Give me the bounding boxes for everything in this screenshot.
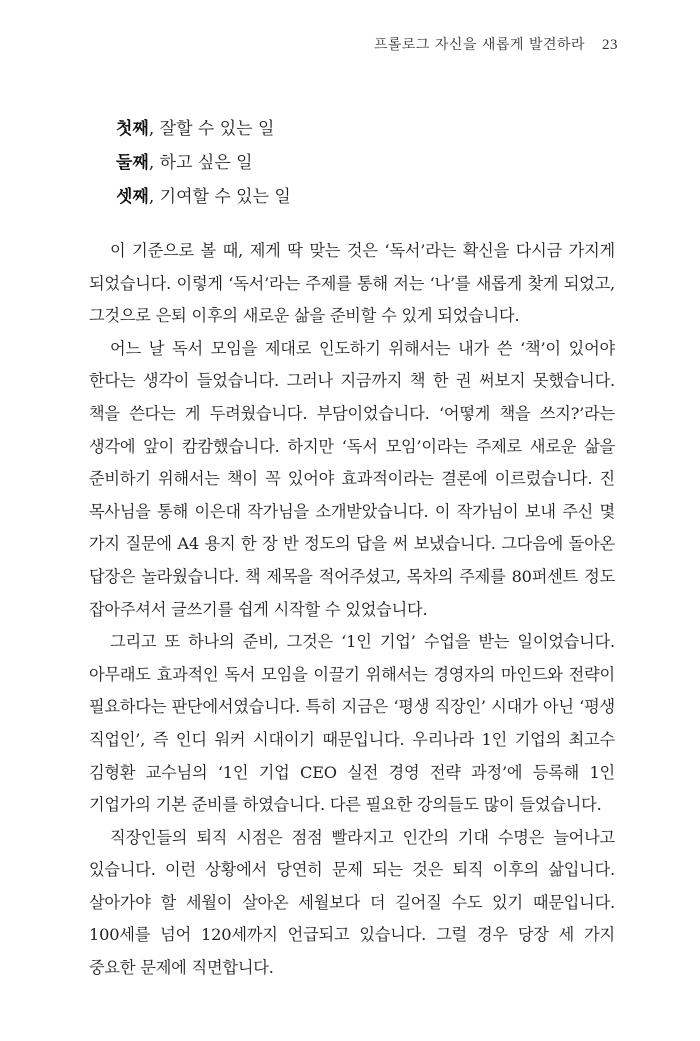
list-item xyxy=(116,112,596,146)
running-header xyxy=(374,34,618,54)
list-item-lead: 셋째 xyxy=(116,187,149,207)
paragraph: 어느 날 독서 모임을 제대로 인도하기 위해서는 내가 쓴 ‘책’이 있어야 한다는 생각이 들었습니다. 그러나 지금까지 책 한 권 써보지 못했습니다. 책을 쓴다는 게 두려웠습니다. 부담이었습니다. ‘어떻게 책을 쓰지?’라는 생각에 앞이 캄캄했습니다. 하지만 ‘독서 모임’이라는 주제로 새로운 삶을 준비하기 위해서는 책이 꼭 있어야 효과적이라는 결론에 이르렀습니다. 진 목사님을 통해 이은대 작가님을 소개받았습니다. 이 작가님이 보내 주신 몇 가지 질문에 A4 용지 한 장 반 정도의 답을 써 보냈습니다. 그다음에 돌아온 답장은 놀라웠습니다. 책 제목을 적어주셨고, 목차의 주제를 80퍼센트 정도 잡아주셔서 글쓰기를 쉽게 시작할 수 있었습니다. xyxy=(89,338,615,619)
list-item-text: , 기여할 수 있는 일 xyxy=(148,187,291,207)
paragraph: 이 기준으로 볼 때, 제게 딱 맞는 것은 ‘독서’라는 확신을 다시금 가지게 되었습니다. 이렇게 ‘독서’라는 주제를 통해 저는 ‘나’를 새롭게 찾게 되었고, 그것으로 은퇴 이후의 새로운 삶을 준비할 수 있게 되었습니다. xyxy=(89,241,615,326)
list-item-text: , 하고 싶은 일 xyxy=(148,153,253,173)
list-item xyxy=(116,146,596,180)
paragraph: 그리고 또 하나의 준비, 그것은 ‘1인 기업’ 수업을 받는 일이었습니다. 아무래도 효과적인 독서 모임을 이끌기 위해서는 경영자의 마인드와 전략이 필요하다는 판단에서였습니다. 특히 지금은 ‘평생 직장인’ 시대가 아닌 ‘평생 직업인’, 즉 인디 워커 시대이기 때문입니다. 우리나라 1인 기업의 최고수 김형환 교수님의 ‘1인 기업 CEO 실전 경영 전략 과정’에 등록해 1인 기업가의 기본 준비를 하였습니다. 다른 필요한 강의들도 많이 들었습니다. xyxy=(89,632,615,815)
criteria-list xyxy=(116,112,596,214)
page-number: 23 xyxy=(602,37,618,53)
list-item-lead: 둘째 xyxy=(116,153,149,173)
paragraph: 직장인들의 퇴직 시점은 점점 빨라지고 인간의 기대 수명은 늘어나고 있습니다. 이런 상황에서 당연히 문제 되는 것은 퇴직 이후의 삶입니다. 살아가야 할 세월이 살아온 세월보다 더 길어질 수도 있기 때문입니다. 100세를 넘어 120세까지 언급되고 있습니다. 그럴 경우 당장 세 가지 중요한 문제에 직면합니다. xyxy=(89,827,615,978)
list-item-text: , 잘할 수 있는 일 xyxy=(148,119,275,139)
chapter-title: 프롤로그 자신을 새롭게 발견하라 xyxy=(373,37,586,53)
list-item xyxy=(116,180,596,214)
list-item-lead: 첫째 xyxy=(116,119,149,139)
body-text xyxy=(89,235,615,985)
